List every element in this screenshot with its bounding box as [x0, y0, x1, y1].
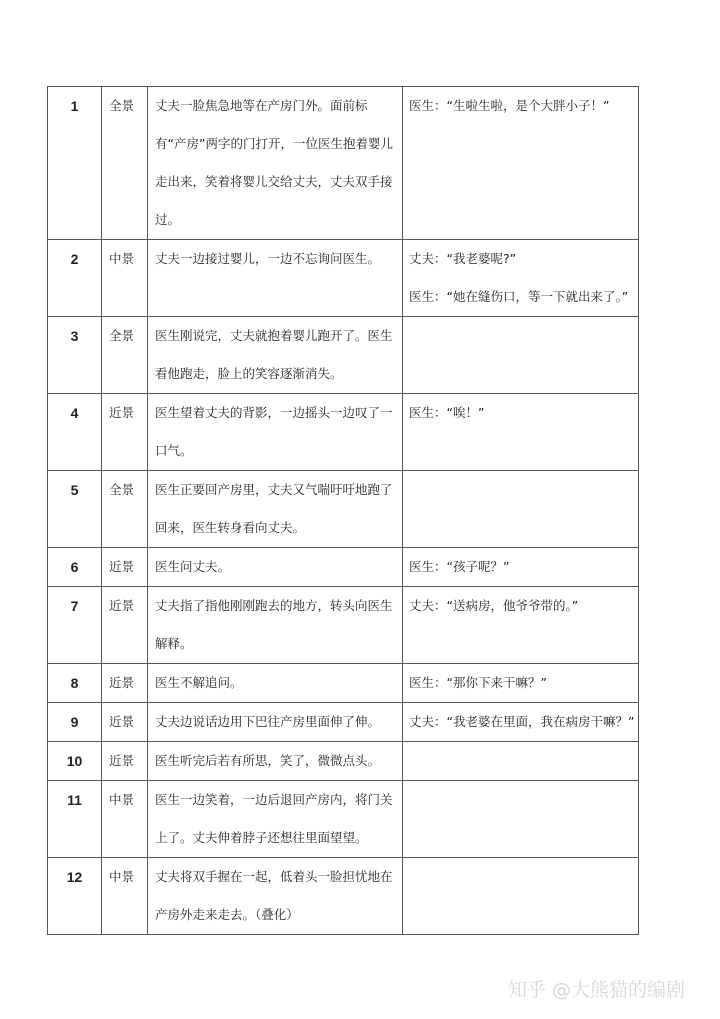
shot-description: 医生望着丈夫的背影，一边摇头一边叹了一口气。	[148, 394, 403, 471]
dialogue-line: 丈夫：“我老婆呢?”	[409, 251, 517, 266]
shot-type: 全景	[102, 317, 148, 394]
shot-number: 2	[48, 240, 102, 317]
dialogue-line: 丈夫：“我老婆在里面，我在病房干嘛？”	[409, 714, 635, 729]
dialogue-line: 医生：“那你下来干嘛？”	[409, 675, 547, 690]
table-row	[48, 548, 639, 587]
dialogue-cell	[403, 317, 639, 394]
shot-number: 9	[48, 703, 102, 742]
table-row	[48, 781, 639, 858]
shot-number: 7	[48, 587, 102, 664]
shot-number: 1	[48, 87, 102, 240]
dialogue-cell	[403, 394, 639, 471]
shot-description: 医生一边笑着，一边后退回产房内，将门关上了。丈夫伸着脖子还想往里面望望。	[148, 781, 403, 858]
shot-description: 丈夫将双手握在一起，低着头一脸担忧地在产房外走来走去。（叠化）	[148, 858, 403, 935]
shot-description: 医生正要回产房里，丈夫又气喘吁吁地跑了回来，医生转身看向丈夫。	[148, 471, 403, 548]
table-row	[48, 394, 639, 471]
dialogue-cell	[403, 87, 639, 240]
table-row	[48, 87, 639, 240]
shot-type: 近景	[102, 703, 148, 742]
table-row	[48, 742, 639, 781]
zhihu-watermark: 知乎 @大熊猫的编剧	[508, 979, 686, 1001]
shot-number: 10	[48, 742, 102, 781]
shot-type: 近景	[102, 587, 148, 664]
shot-type: 全景	[102, 87, 148, 240]
shot-number: 4	[48, 394, 102, 471]
dialogue-cell	[403, 587, 639, 664]
storyboard-table	[47, 86, 639, 935]
dialogue-cell	[403, 240, 639, 317]
table-row	[48, 317, 639, 394]
shot-type: 中景	[102, 858, 148, 935]
shot-type: 中景	[102, 781, 148, 858]
shot-type: 近景	[102, 742, 148, 781]
table-row	[48, 703, 639, 742]
shot-type: 近景	[102, 664, 148, 703]
shot-description: 医生问丈夫。	[148, 548, 403, 587]
shot-number: 12	[48, 858, 102, 935]
shot-type: 中景	[102, 240, 148, 317]
shot-description: 医生不解追问。	[148, 664, 403, 703]
dialogue-line: 医生：“生啦生啦，是个大胖小子！”	[409, 98, 610, 113]
dialogue-cell	[403, 781, 639, 858]
dialogue-cell	[403, 858, 639, 935]
table-row	[48, 858, 639, 935]
shot-number: 8	[48, 664, 102, 703]
shot-type: 近景	[102, 548, 148, 587]
shot-number: 11	[48, 781, 102, 858]
shot-description: 医生刚说完，丈夫就抱着婴儿跑开了。医生看他跑走，脸上的笑容逐渐消失。	[148, 317, 403, 394]
shot-description: 医生听完后若有所思，笑了，微微点头。	[148, 742, 403, 781]
shot-number: 5	[48, 471, 102, 548]
table-row	[48, 240, 639, 317]
shot-description: 丈夫一边接过婴儿，一边不忘询问医生。	[148, 240, 403, 317]
shot-number: 3	[48, 317, 102, 394]
shot-type: 全景	[102, 471, 148, 548]
dialogue-line: 医生：“孩子呢？”	[409, 559, 510, 574]
dialogue-line: 丈夫：“送病房，他爷爷带的。”	[409, 598, 579, 613]
table-row	[48, 664, 639, 703]
table-row	[48, 471, 639, 548]
shot-description: 丈夫边说话边用下巴往产房里面伸了伸。	[148, 703, 403, 742]
shot-type: 近景	[102, 394, 148, 471]
shot-description: 丈夫指了指他刚刚跑去的地方，转头向医生解释。	[148, 587, 403, 664]
dialogue-cell	[403, 548, 639, 587]
dialogue-line: 医生：“她在缝伤口，等一下就出来了。”	[409, 289, 629, 304]
dialogue-cell	[403, 742, 639, 781]
shot-description: 丈夫一脸焦急地等在产房门外。面前标有“产房”两字的门打开，一位医生抱着婴儿走出来，笑着将婴儿交给丈夫，丈夫双手接过。	[148, 87, 403, 240]
dialogue-cell	[403, 664, 639, 703]
dialogue-cell	[403, 471, 639, 548]
dialogue-cell	[403, 703, 639, 742]
table-row	[48, 587, 639, 664]
shot-number: 6	[48, 548, 102, 587]
dialogue-line: 医生：“唉！”	[409, 405, 485, 420]
